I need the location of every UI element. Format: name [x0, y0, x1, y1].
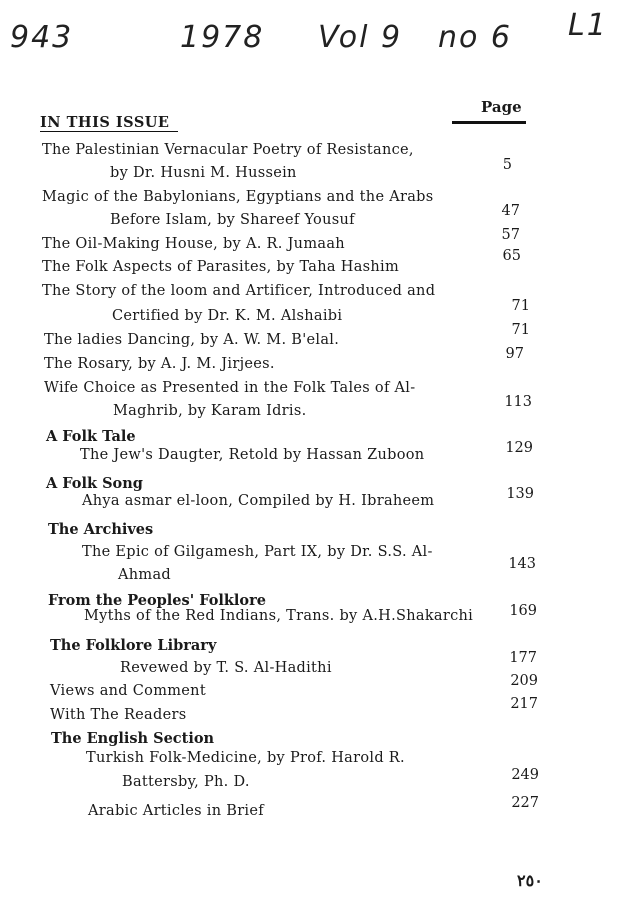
- toc-line: The Oil-Making House, by A. R. Jumaah: [42, 236, 345, 252]
- page-number: 177: [509, 650, 537, 666]
- section-heading: From the Peoples' Folklore: [48, 592, 266, 609]
- toc-line: Certified by Dr. K. M. Alshaibi: [112, 308, 343, 324]
- page-number: 47: [501, 203, 520, 219]
- toc-line: Magic of the Babylonians, Egyptians and the Arabs: [42, 189, 434, 205]
- handwritten-number: no 6: [438, 20, 512, 55]
- toc-line: Ahmad: [118, 567, 171, 583]
- toc-line: Turkish Folk-Medicine, by Prof. Harold R.: [86, 750, 405, 766]
- section-heading: A Folk Tale: [46, 428, 136, 445]
- handwritten-year: 1978: [180, 20, 265, 55]
- toc-line: Arabic Articles in Brief: [88, 803, 264, 819]
- toc-line: The ladies Dancing, by A. W. M. B'elal.: [44, 332, 340, 348]
- toc-line: The Jew's Daugter, Retold by Hassan Zuboon: [80, 447, 425, 463]
- handwritten-volume: Vol 9: [318, 20, 403, 55]
- toc-line: With The Readers: [50, 707, 187, 723]
- page-number: 227: [511, 795, 539, 811]
- toc-line: Maghrib, by Karam Idris.: [113, 403, 307, 419]
- page-number: 139: [506, 486, 534, 502]
- toc-line: The Rosary, by A. J. M. Jirjees.: [44, 356, 275, 372]
- page-number: 143: [508, 556, 536, 572]
- section-heading: A Folk Song: [46, 475, 143, 492]
- page-number: 5: [502, 157, 512, 173]
- page-number: 169: [509, 603, 537, 619]
- handwritten-mark: L1: [568, 8, 608, 43]
- toc-line: The Palestinian Vernacular Poetry of Resistance,: [42, 142, 414, 158]
- page-number: 129: [505, 440, 533, 456]
- page-number: 71: [511, 322, 530, 338]
- issue-title: IN THIS ISSUE: [40, 114, 170, 131]
- toc-line: Wife Choice as Presented in the Folk Tales of Al-: [44, 380, 416, 396]
- toc-line: Before Islam, by Shareef Yousuf: [110, 212, 355, 228]
- toc-line: Views and Comment: [50, 683, 206, 699]
- toc-line: Myths of the Red Indians, Trans. by A.H.Shakarchi: [84, 608, 474, 624]
- page-number: 113: [504, 394, 532, 410]
- section-heading: The English Section: [51, 730, 215, 747]
- toc-line: The Story of the loom and Artificer, Introduced and: [42, 283, 436, 299]
- handwritten-call-number: 943: [10, 20, 74, 55]
- page-number: 249: [511, 767, 539, 783]
- section-heading: The Folklore Library: [50, 637, 217, 654]
- section-heading: The Archives: [48, 521, 154, 538]
- toc-line: The Folk Aspects of Parasites, by Taha Hashim: [42, 259, 400, 275]
- page-number: 209: [510, 673, 538, 689]
- page-number: 65: [502, 248, 521, 264]
- page-header-rule: [452, 121, 526, 124]
- page-number: 57: [501, 227, 520, 243]
- toc-line: Revewed by T. S. Al-Hadithi: [120, 660, 332, 676]
- page-column-header: Page: [481, 98, 522, 116]
- title-underline: [40, 131, 178, 132]
- toc-line: by Dr. Husni M. Hussein: [110, 165, 297, 181]
- toc-line: Battersby, Ph. D.: [122, 774, 250, 790]
- toc-line: The Epic of Gilgamesh, Part IX, by Dr. S.S. Al-: [82, 544, 433, 560]
- page-number: 217: [510, 696, 538, 712]
- footer-page-number: ٢٥٠: [517, 871, 543, 890]
- page-number: 71: [511, 298, 530, 314]
- toc-line: Ahya asmar el-loon, Compiled by H. Ibraheem: [82, 493, 435, 509]
- page-number: 97: [505, 346, 524, 362]
